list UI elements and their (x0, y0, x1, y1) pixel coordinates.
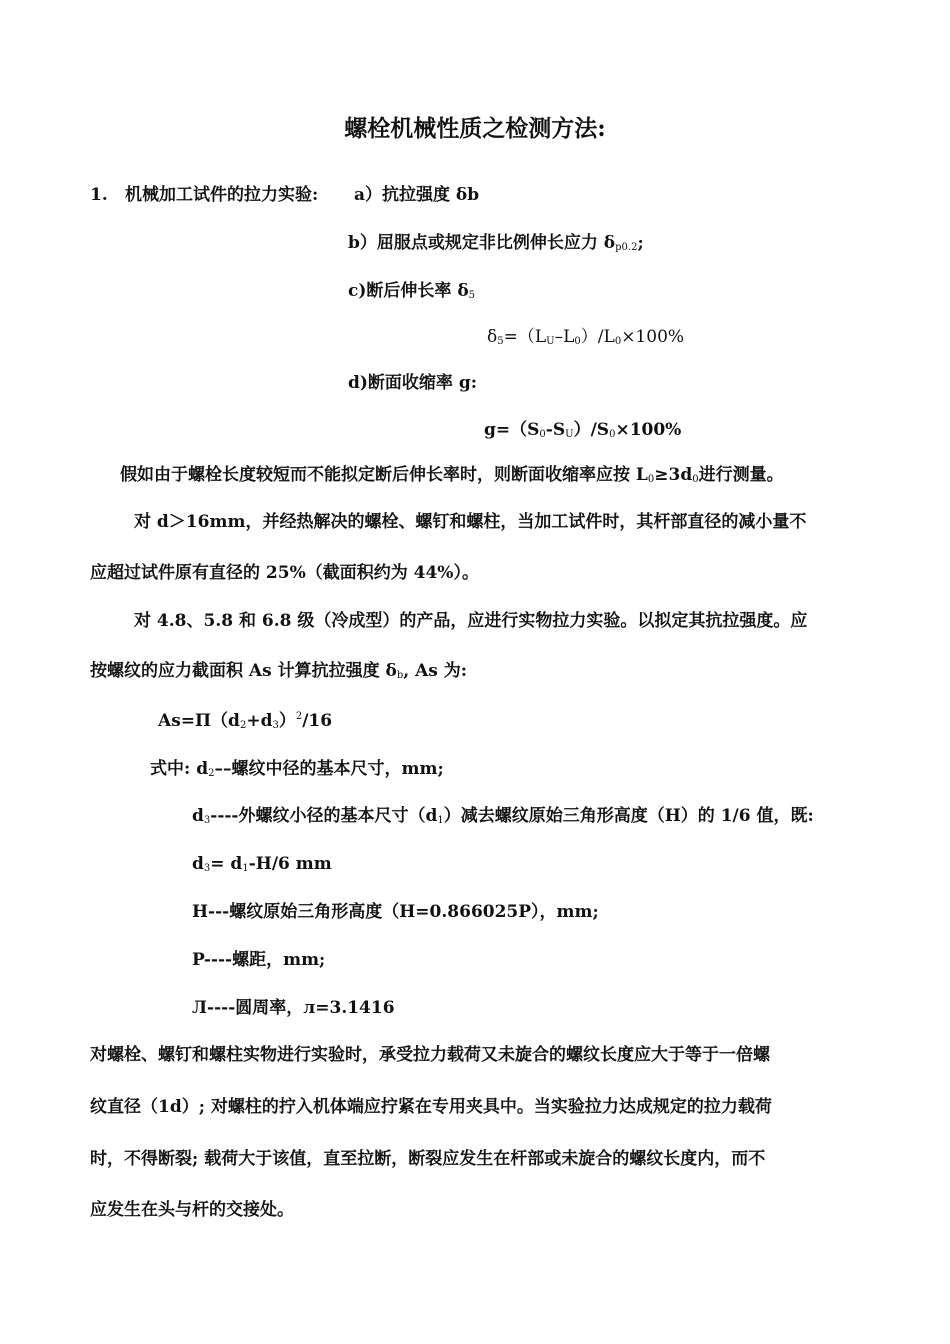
where-p: P----螺距，mm; (192, 950, 326, 970)
paragraph-3-line-2: 按螺纹的应力截面积 As 计算抗拉强度 $\delta_b$, As 为: (90, 661, 468, 681)
as-formula: $As=\Pi(d_2+d_3)^2/16$ (158, 711, 333, 731)
section-intro: 机械加工试件的拉力实验: (125, 185, 319, 205)
item-d: d)断面收缩率 g: (348, 373, 478, 393)
paragraph-4-line-3: 时，不得断裂; 载荷大于该值，直至拉断，断裂应发生在杆部或未旋合的螺纹长度内，而不 (90, 1149, 766, 1169)
item-c: c)断后伸长率 $\delta_5$ (348, 281, 476, 301)
where-d3-equation: $d_3= d_1-H/6$ mm (192, 854, 332, 874)
section-number: 1. (90, 185, 108, 205)
paragraph-4-line-2: 纹直径（1d）; 对螺柱的拧入机体端应拧紧在专用夹具中。当实验拉力达成规定的拉力载荷 (90, 1097, 772, 1117)
elongation-formula: $\delta_5=(L_U-L_0)/L_0\times 100\%$ (487, 327, 685, 347)
paragraph-2-line-1: 对 d＞16mm，并经热解决的螺栓、螺钉和螺柱，当加工试件时，其杆部直径的减小量不 (134, 512, 807, 532)
reduction-formula: $g=(S_0-S_U)/S_0\times 100\%$ (484, 420, 682, 440)
item-b: b）屈服点或规定非比例伸长应力 $\delta_{p0.2}$; (348, 233, 644, 253)
paragraph-4-line-4: 应发生在头与杆的交接处。 (90, 1200, 294, 1220)
where-d3: $d_3----$外螺纹小径的基本尺寸$(d_1)$减去螺纹原始三角形高度（H）的 1/6 值，既: (192, 806, 814, 826)
paragraph-3-line-1: 对 4.8、5.8 和 6.8 级（冷成型）的产品，应进行实物拉力实验。以拟定其抗拉强度。应 (134, 611, 808, 631)
page-title: 螺栓机械性质之检测方法: (344, 115, 606, 142)
item-a: a）抗拉强度 δb (354, 185, 480, 205)
paragraph-4-line-1: 对螺栓、螺钉和螺柱实物进行实验时，承受拉力载荷又未旋合的螺纹长度应大于等于一倍螺 (90, 1045, 770, 1065)
where-d2: 式中: $d_2--$螺纹中径的基本尺寸，mm; (150, 759, 444, 779)
paragraph-1: 假如由于螺栓长度较短而不能拟定断后伸长率时，则断面收缩率应按 $L_0\ge 3d_0$进行测量。 (120, 465, 784, 485)
paragraph-2-line-2: 应超过试件原有直径的 25%（截面积约为 44%）。 (90, 563, 479, 583)
where-h: H---螺纹原始三角形高度（H=0.866025P），mm; (192, 902, 599, 922)
where-pi: Л----圆周率，л=3.1416 (192, 998, 395, 1018)
